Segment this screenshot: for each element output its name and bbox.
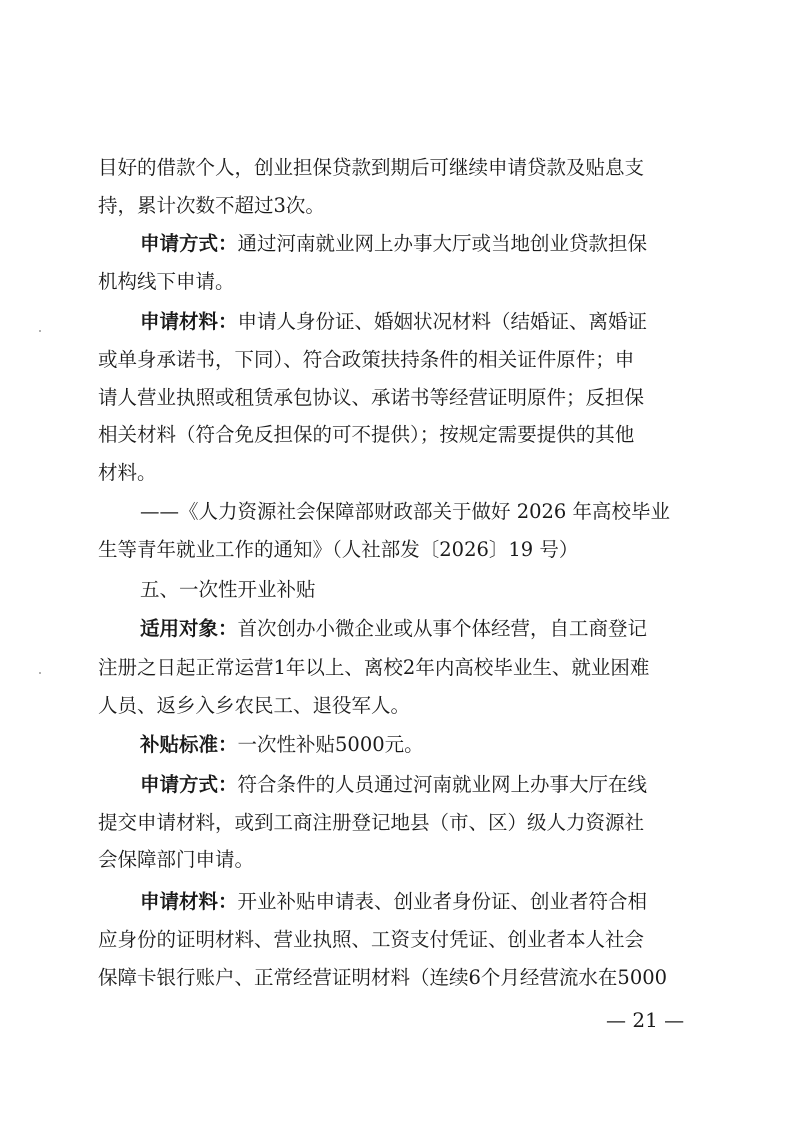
body-line: 人员、返乡入乡农民工、退役军人。 [98, 694, 411, 717]
apply-materials-label: 申请材料： [140, 310, 238, 333]
citation-line: ——《人力资源社会保障部财政部关于做好 2026 年高校毕业 [140, 500, 671, 523]
apply-method-label: 申请方式： [140, 773, 238, 796]
body-line: 保障卡银行账户、正常经营证明材料（连续6个月经营流水在5000 [98, 966, 668, 989]
section-heading: 五、一次性开业补贴 [140, 578, 316, 601]
subsidy-standard-paragraph: 补贴标准：一次性补贴5000元。 [140, 733, 424, 756]
subsidy-standard-label: 补贴标准： [140, 733, 238, 756]
apply-materials-label: 申请材料： [140, 890, 238, 913]
body-line: 机构线下申请。 [98, 270, 235, 293]
body-line: 会保障部门申请。 [98, 848, 255, 871]
body-line: 注册之日起正常运营1年以上、离校2年内高校毕业生、就业困难 [98, 656, 650, 679]
body-line: 持，累计次数不超过3次。 [98, 194, 325, 217]
scan-dot [39, 330, 41, 332]
apply-method-paragraph: 申请方式：符合条件的人员通过河南就业网上办事大厅在线 [140, 773, 648, 796]
body-line: 请人营业执照或租赁承包协议、承诺书等经营证明原件；反担保 [98, 386, 645, 409]
body-line: 目好的借款个人，创业担保贷款到期后可继续申请贷款及贴息支 [98, 156, 645, 179]
apply-method-label: 申请方式： [140, 232, 238, 255]
body-line: 或单身承诺书，下同）、符合政策扶持条件的相关证件原件；申 [98, 348, 635, 371]
body-line: 提交申请材料，或到工商注册登记地县（市、区）级人力资源社 [98, 811, 645, 834]
apply-method-paragraph: 申请方式：通过河南就业网上办事大厅或当地创业贷款担保 [140, 232, 648, 255]
eligibility-label: 适用对象： [140, 617, 238, 640]
page-number: — 21 — [606, 1008, 685, 1032]
body-line: 相关材料（符合免反担保的可不提供）；按规定需要提供的其他 [98, 423, 635, 446]
scan-dot [39, 672, 41, 674]
body-line: 材料。 [98, 461, 157, 484]
body-line: 应身份的证明材料、营业执照、工资支付凭证、创业者本人社会 [98, 928, 645, 951]
eligibility-paragraph: 适用对象：首次创办小微企业或从事个体经营，自工商登记 [140, 617, 648, 640]
apply-materials-paragraph: 申请材料：开业补贴申请表、创业者身份证、创业者符合相 [140, 890, 648, 913]
citation-line: 生等青年就业工作的通知》（人社部发〔2026〕19 号） [98, 538, 579, 561]
apply-materials-paragraph: 申请材料：申请人身份证、婚姻状况材料（结婚证、离婚证 [140, 310, 648, 333]
